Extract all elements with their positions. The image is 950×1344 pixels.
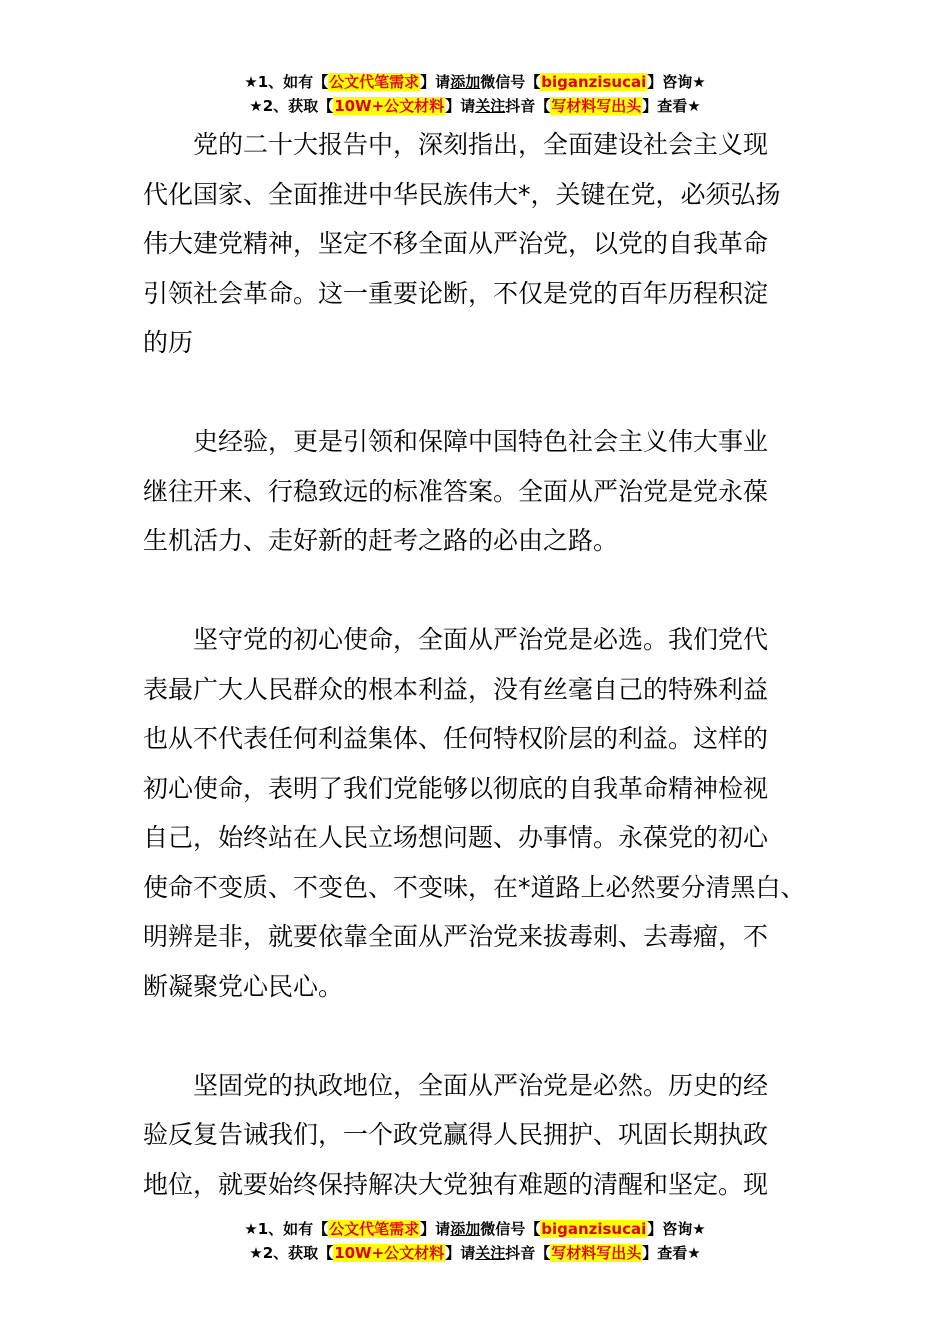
banner-line-2: ★2、获取【10W+公文材料】请关注抖音【写材料写出头】查看★ (249, 97, 701, 115)
highlight-wechat-id: biganzisucai (541, 1220, 647, 1238)
paragraph: 坚守党的初心使命，全面从严治党是必选。我们党代 表最广大人民群众的根本利益，没有丝毫自己的特殊利益 也从不代表任何利益集体、任何特权阶层的利益。这样的 初心使命，表明了我们党能够以彻底的自我革命精神检视 自己，始终站在人民立场想问题、办事情。永葆党的初心 使命不变质、不变色、不变味，在*道路上必然要分清黑白、 明辨是非，就要依靠全面从严治党来拔毒刺、去毒瘤，不 断凝聚党心民心。 (143, 625, 806, 1001)
highlight-service: 公文代笔需求 (329, 73, 420, 91)
paragraph: 史经验，更是引领和保障中国特色社会主义伟大事业 继往开来、行稳致远的标准答案。全面从严治党是党永葆 生机活力、走好新的赶考之路的必由之路。 (143, 427, 769, 555)
banner-line-1: ★1、如有【公文代笔需求】请添加微信号【biganzisucai】咨询★ (244, 73, 706, 91)
paragraph-gap (143, 566, 815, 616)
paragraph-gap (143, 368, 815, 418)
paragraph-gap (143, 1011, 815, 1061)
footer-banner (0, 1217, 950, 1265)
highlight-service: 公文代笔需求 (329, 1220, 420, 1238)
paragraph: 坚固党的执政地位，全面从严治党是必然。历史的经 验反复告诫我们，一个政党赢得人民拥护、巩固长期执政 地位，就要始终保持解决大党独有难题的清醒和坚定。现 (143, 1070, 769, 1199)
highlight-materials: 10W+公文材料 (334, 97, 445, 115)
banner-line-2: ★2、获取【10W+公文材料】请关注抖音【写材料写出头】查看★ (249, 1244, 701, 1262)
highlight-douyin: 写材料写出头 (551, 1244, 642, 1262)
header-banner (0, 70, 950, 118)
highlight-wechat-id: biganzisucai (541, 73, 647, 91)
highlight-douyin: 写材料写出头 (551, 97, 642, 115)
banner-line-1: ★1、如有【公文代笔需求】请添加微信号【biganzisucai】咨询★ (244, 1220, 706, 1238)
paragraph: 党的二十大报告中，深刻指出，全面建设社会主义现 代化国家、全面推进中华民族伟大*，关键在党，必须弘扬 伟大建党精神，坚定不移全面从严治党，以党的自我革命 引领社会革命。这一重要论断，不仅是党的百年历程积淀 的历 (143, 130, 781, 357)
document-body (143, 120, 815, 1209)
highlight-materials: 10W+公文材料 (334, 1244, 445, 1262)
